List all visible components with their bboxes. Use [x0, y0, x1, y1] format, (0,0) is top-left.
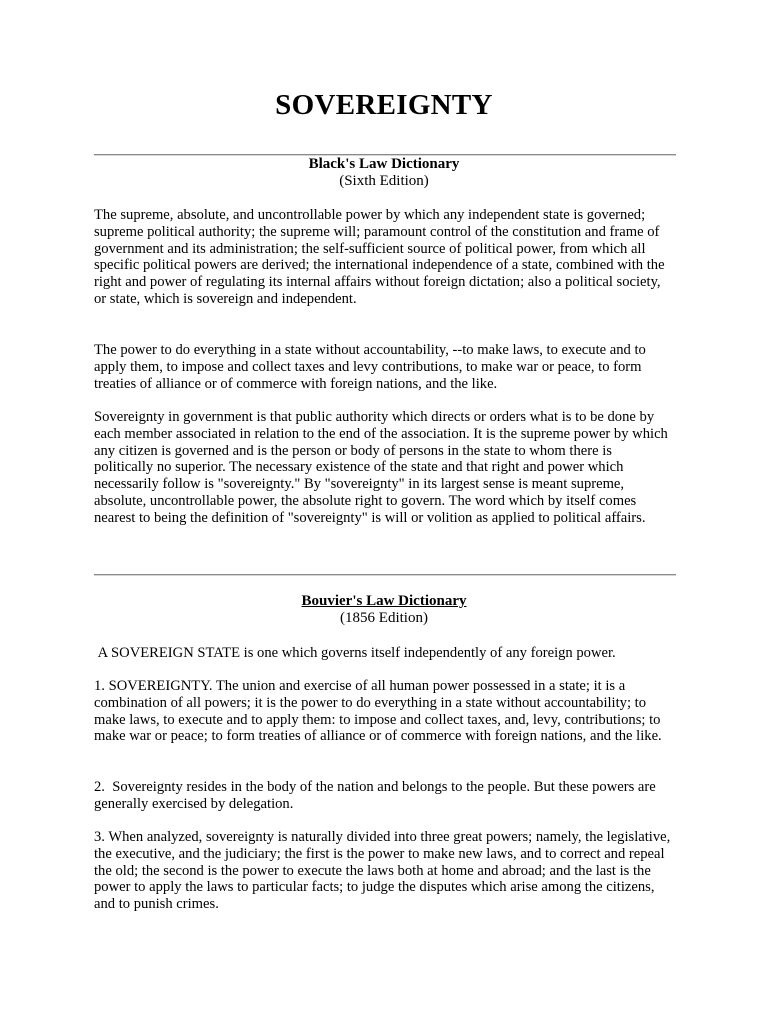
bouvier-source-heading	[0, 593, 768, 627]
bouvier-paragraph-2: 2. Sovereignty resides in the body of the nation and belongs to the people. But these powers are generally exercised by delegation.	[94, 779, 660, 812]
page-title: SOVEREIGNTY	[275, 89, 493, 121]
blacks-edition: (Sixth Edition)	[339, 173, 429, 189]
blacks-paragraph-1: The supreme, absolute, and uncontrollable power by which any independent state is governed; supreme political authority; the supreme will; paramount control of the constitution and frame of government and its administration; the self-sufficient source of political power, from which all specific political powers are derived; the international independence of a state, combined with the right and power of regulating its internal affairs without foreign dictation; also a political society, or state, which is sovereign and independent.	[94, 207, 665, 307]
blacks-paragraph-3: Sovereignty in government is that public authority which directs or orders what is to be done by each member associated in relation to the end of the association. It is the supreme power by which any citizen is governed and is the person or body of persons in the state to whom there is politically no superior. The necessary existence of the state and that right and power which necessarily follow is "sovereignty." By "sovereignty" in its largest sense is meant supreme, absolute, uncontrollable power, the absolute right to govern. The word which by itself comes nearest to being the definition of "sovereignty" is will or volition as applied to political affairs.	[94, 409, 668, 526]
bouvier-paragraph-1: 1. SOVEREIGNTY. The union and exercise of all human power possessed in a state; it is a combination of all powers; it is the power to do everything in a state without accountability; to make laws, to execute and to apply them: to impose and collect taxes, and, levy, contributions; to make war or peace; to form treaties of alliance or of commerce with foreign nations, and the like.	[94, 678, 662, 745]
section-divider	[94, 574, 676, 576]
blacks-dictionary-name: Black's Law Dictionary	[308, 156, 460, 172]
bouvier-paragraph-3: 3. When analyzed, sovereignty is naturally divided into three great powers; namely, the legislative, the executive, and the judiciary; the first is the power to make new laws, and to correct and repeal the old; the second is the power to execute the laws both at home and abroad; and the last is the power to apply the laws to particular facts; to judge the disputes which arise among the citizens, and to punish crimes.	[94, 829, 671, 913]
bouvier-dictionary-name: Bouvier's Law Dictionary	[301, 593, 467, 609]
bouvier-edition: (1856 Edition)	[340, 610, 428, 626]
blacks-source-heading	[0, 156, 768, 190]
blacks-paragraph-2: The power to do everything in a state without accountability, --to make laws, to execute and to apply them, to impose and collect taxes and levy contributions, to make war or peace, to form treaties of alliance or of commerce with foreign nations, and the like.	[94, 342, 646, 392]
bouvier-paragraph-intro: A SOVEREIGN STATE is one which governs itself independently of any foreign power.	[94, 645, 616, 661]
